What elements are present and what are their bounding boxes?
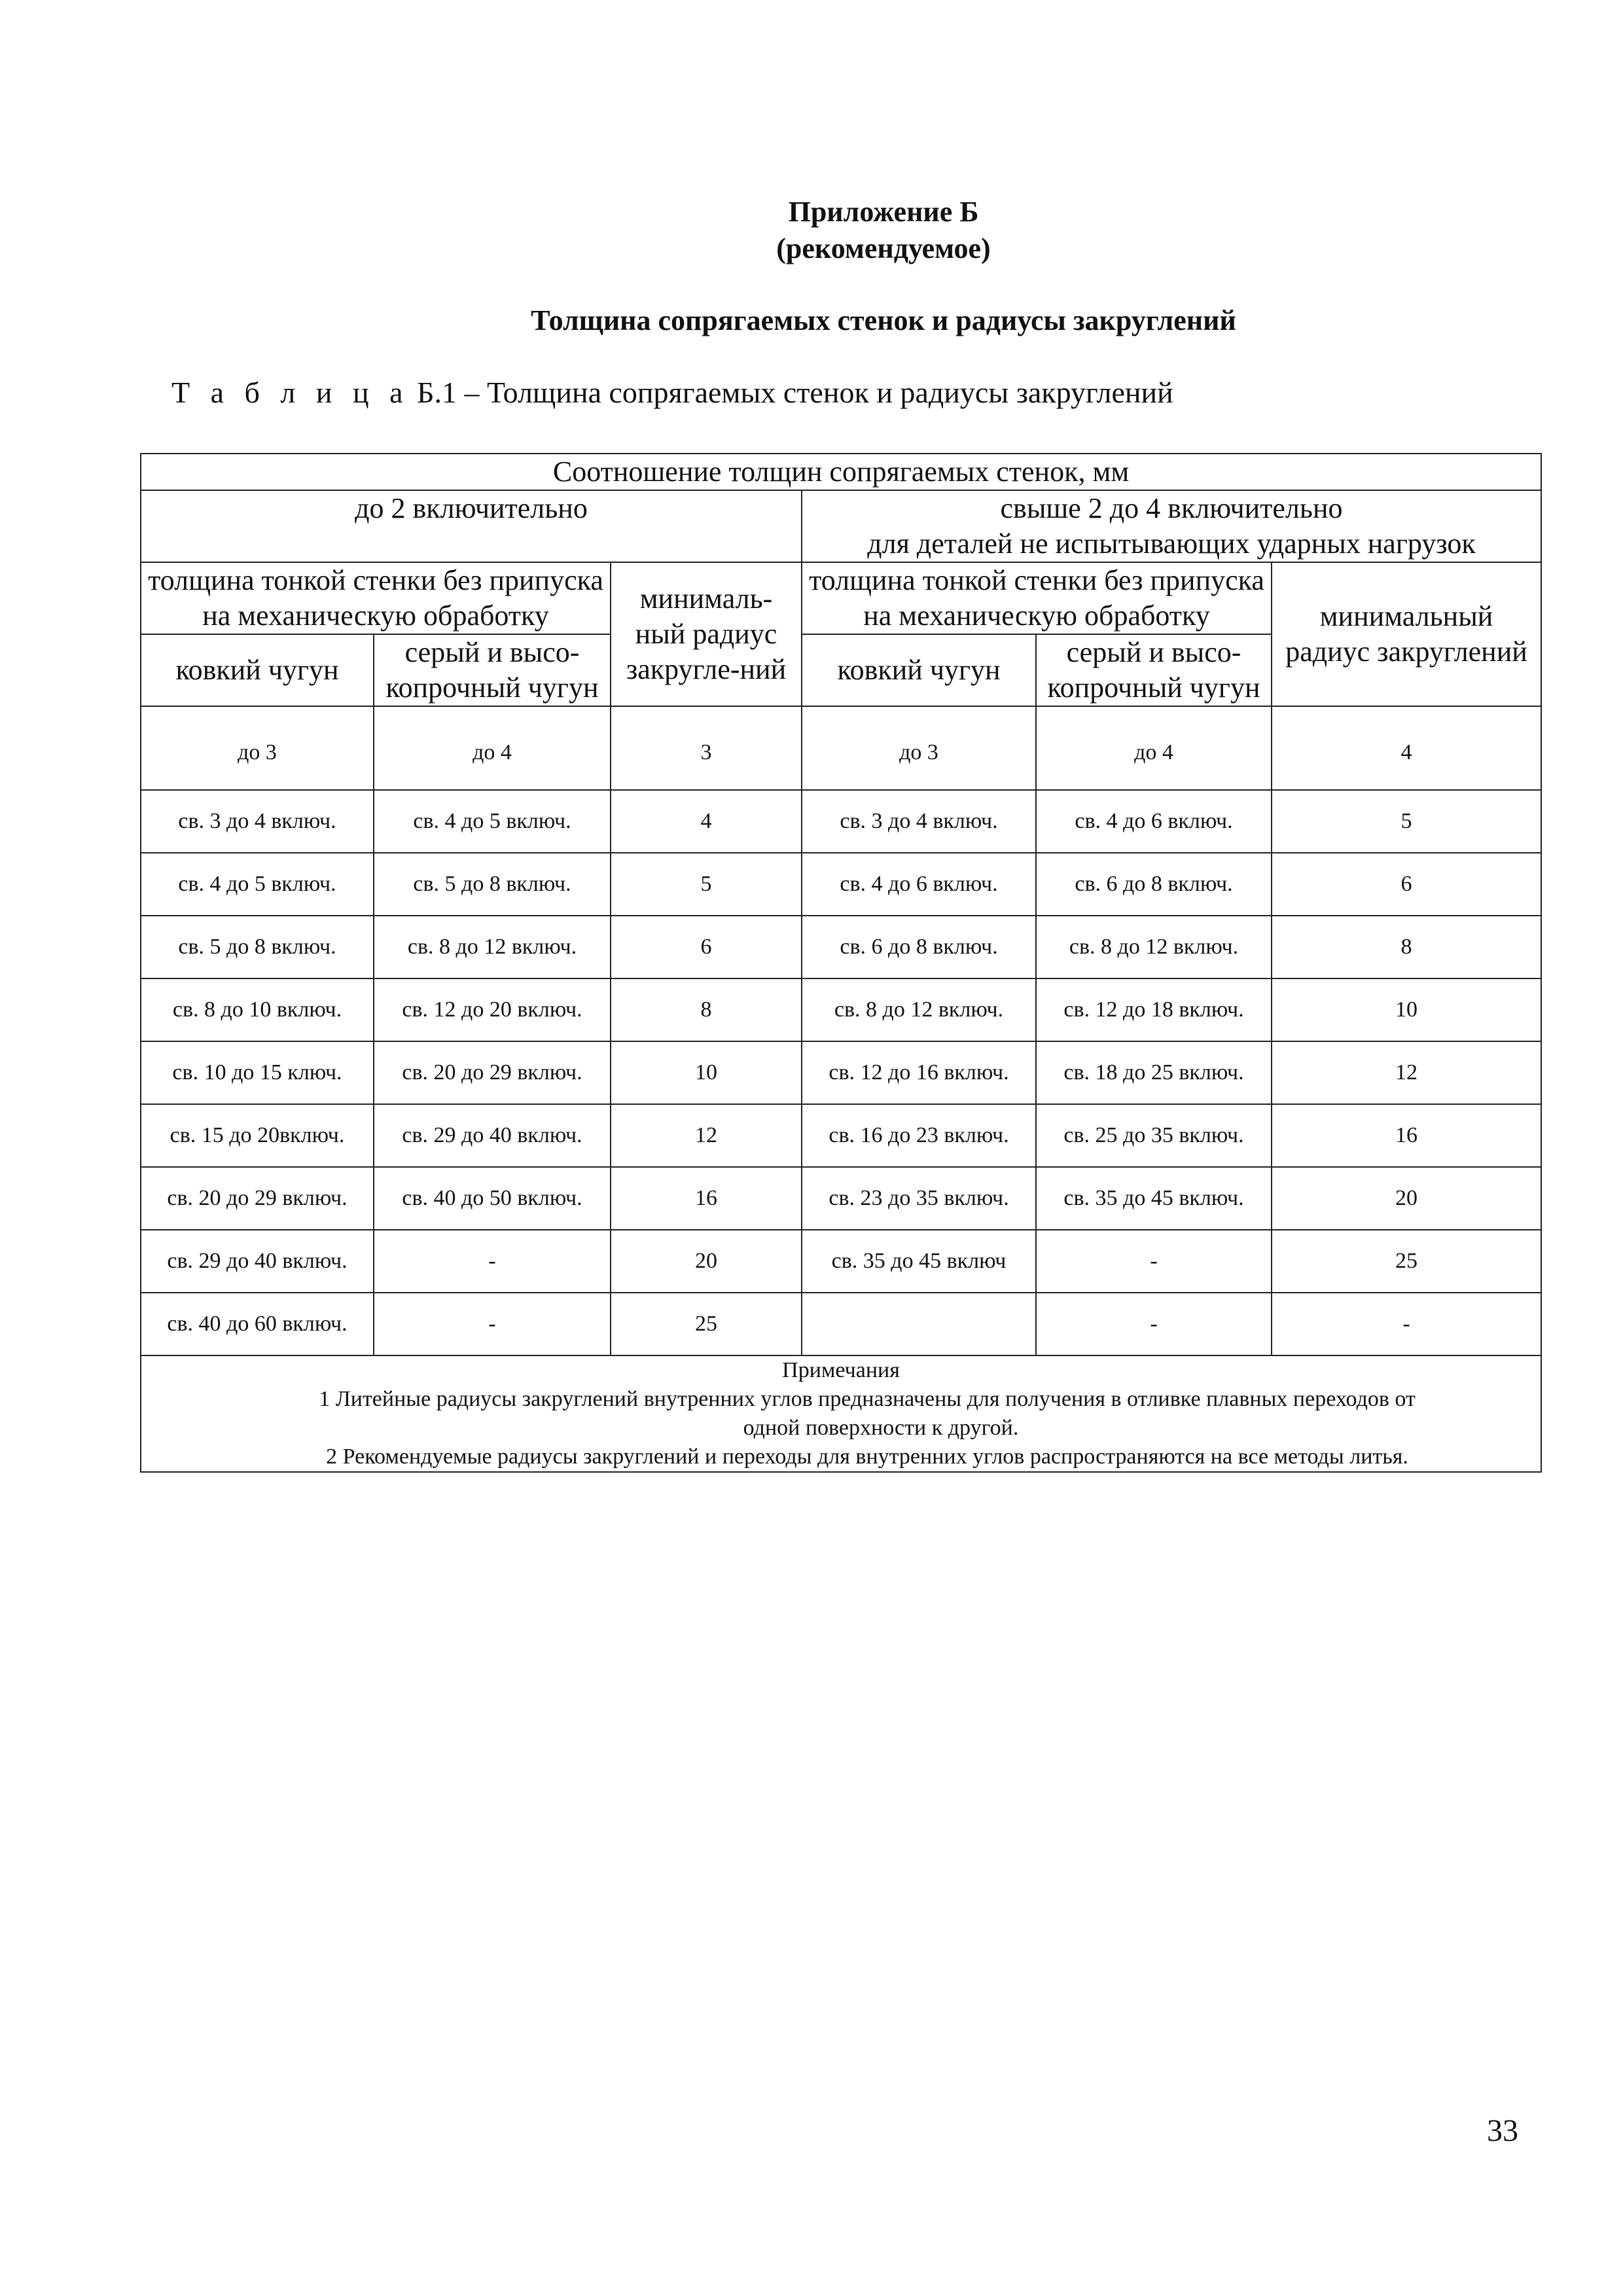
header-grey-right: серый и высо-копрочный чугун <box>1036 634 1272 706</box>
table-caption <box>171 374 1173 411</box>
table-cell: - <box>374 1230 611 1293</box>
note-1-continued: одной поверхности к другой. <box>743 1416 1019 1440</box>
table-row <box>141 1167 1541 1230</box>
table-cell: св. 40 до 60 включ. <box>141 1293 374 1355</box>
table-row <box>141 978 1541 1041</box>
table-row <box>141 1104 1541 1167</box>
header-thin-wall-right: толщина тонкой стенки без припуска на механическую обработку <box>802 562 1272 634</box>
table-cell: св. 12 до 18 включ. <box>1036 978 1272 1041</box>
table-cell: св. 35 до 45 включ. <box>1036 1167 1272 1230</box>
table-cell: 16 <box>1272 1104 1541 1167</box>
table-row <box>141 1041 1541 1104</box>
table-cell: св. 4 до 6 включ. <box>1036 790 1272 853</box>
header-min-radius-right: минимальный радиус закруглений <box>1272 562 1541 706</box>
notes-title: Примечания <box>782 1358 900 1382</box>
table-cell: 20 <box>611 1230 802 1293</box>
table-caption-label: Т а б л и ц а <box>171 376 410 409</box>
table-cell: 4 <box>1272 706 1541 790</box>
table-cell: св. 25 до 35 включ. <box>1036 1104 1272 1167</box>
table-cell <box>802 1293 1036 1355</box>
table-cell: св. 29 до 40 включ. <box>141 1230 374 1293</box>
table-cell: св. 5 до 8 включ. <box>374 853 611 916</box>
header-ratio: Соотношение толщин сопрягаемых стенок, мм <box>141 454 1541 490</box>
table-cell: - <box>1036 1293 1272 1355</box>
table-cell: - <box>1036 1230 1272 1293</box>
appendix-title: Приложение Б <box>788 196 979 228</box>
table-cell: - <box>374 1293 611 1355</box>
table-cell: св. 35 до 45 включ <box>802 1230 1036 1293</box>
table-cell: св. 20 до 29 включ. <box>141 1167 374 1230</box>
appendix-subtitle: (рекомендуемое) <box>776 232 991 264</box>
table-cell: 6 <box>1272 853 1541 916</box>
table-cell: св. 16 до 23 включ. <box>802 1104 1036 1167</box>
table-row <box>141 916 1541 978</box>
table-cell: 5 <box>1272 790 1541 853</box>
table-cell: св. 4 до 6 включ. <box>802 853 1036 916</box>
table-cell: св. 12 до 20 включ. <box>374 978 611 1041</box>
header-group-left: до 2 включительно <box>141 490 802 562</box>
table-cell: св. 6 до 8 включ. <box>1036 853 1272 916</box>
table-cell: до 4 <box>1036 706 1272 790</box>
header-thin-wall-left: толщина тонкой стенки без припуска на механическую обработку <box>141 562 611 634</box>
header-group-right-line1: свыше 2 до 4 включительно <box>1000 492 1343 524</box>
header-malleable-right: ковкий чугун <box>802 634 1036 706</box>
table-cell: - <box>1272 1293 1541 1355</box>
table-caption-text: Б.1 – Толщина сопрягаемых стенок и радиусы закруглений <box>417 376 1173 409</box>
table-notes <box>141 1355 1541 1472</box>
table-cell: 3 <box>611 706 802 790</box>
table-cell: 10 <box>611 1041 802 1104</box>
table-cell: 25 <box>611 1293 802 1355</box>
header-grey-left: серый и высо-копрочный чугун <box>374 634 611 706</box>
table-cell: 8 <box>611 978 802 1041</box>
table-cell: св. 5 до 8 включ. <box>141 916 374 978</box>
table-cell: 16 <box>611 1167 802 1230</box>
table-cell: св. 3 до 4 включ. <box>802 790 1036 853</box>
table-cell: св. 15 до 20включ. <box>141 1104 374 1167</box>
table-row <box>141 1293 1541 1355</box>
table-cell: св. 8 до 12 включ. <box>374 916 611 978</box>
table-cell: 12 <box>1272 1041 1541 1104</box>
table-cell: до 3 <box>802 706 1036 790</box>
table-cell: св. 8 до 12 включ. <box>802 978 1036 1041</box>
appendix-heading: Толщина сопрягаемых стенок и радиусы закруглений <box>531 304 1236 336</box>
note-2: 2 Рекомендуемые радиусы закруглений и переходы для внутренних углов распространяются на все методы литья. <box>326 1444 1408 1469</box>
table-cell: св. 3 до 4 включ. <box>141 790 374 853</box>
table-cell: до 4 <box>374 706 611 790</box>
table-cell: 10 <box>1272 978 1541 1041</box>
table-cell: до 3 <box>141 706 374 790</box>
table-cell: св. 20 до 29 включ. <box>374 1041 611 1104</box>
header-malleable-left: ковкий чугун <box>141 634 374 706</box>
page-number: 33 <box>1487 2113 1518 2148</box>
table-cell: 20 <box>1272 1167 1541 1230</box>
table-cell: св. 29 до 40 включ. <box>374 1104 611 1167</box>
table-cell: св. 23 до 35 включ. <box>802 1167 1036 1230</box>
header-group-right-line2: для деталей не испытывающих ударных нагрузок <box>867 528 1476 560</box>
table-cell: св. 6 до 8 включ. <box>802 916 1036 978</box>
table-row <box>141 706 1541 790</box>
table-cell: св. 4 до 5 включ. <box>141 853 374 916</box>
table-cell: 5 <box>611 853 802 916</box>
table-cell: 6 <box>611 916 802 978</box>
table-cell: св. 40 до 50 включ. <box>374 1167 611 1230</box>
table-cell: 8 <box>1272 916 1541 978</box>
thickness-table <box>140 453 1542 1473</box>
table-cell: св. 12 до 16 включ. <box>802 1041 1036 1104</box>
table-cell: 12 <box>611 1104 802 1167</box>
table-cell: св. 8 до 12 включ. <box>1036 916 1272 978</box>
table-cell: св. 18 до 25 включ. <box>1036 1041 1272 1104</box>
header-min-radius-left: минималь-ный радиус закругле-ний <box>611 562 802 706</box>
table-cell: 25 <box>1272 1230 1541 1293</box>
table-cell: св. 4 до 5 включ. <box>374 790 611 853</box>
table-cell: св. 10 до 15 ключ. <box>141 1041 374 1104</box>
header-group-right <box>802 490 1541 562</box>
table-cell: св. 8 до 10 включ. <box>141 978 374 1041</box>
table-row <box>141 790 1541 853</box>
table-row <box>141 853 1541 916</box>
table-cell: 4 <box>611 790 802 853</box>
note-1: 1 Литейные радиусы закруглений внутренних углов предназначены для получения в отливке плавных переходов от <box>319 1387 1416 1411</box>
table-row <box>141 1230 1541 1293</box>
